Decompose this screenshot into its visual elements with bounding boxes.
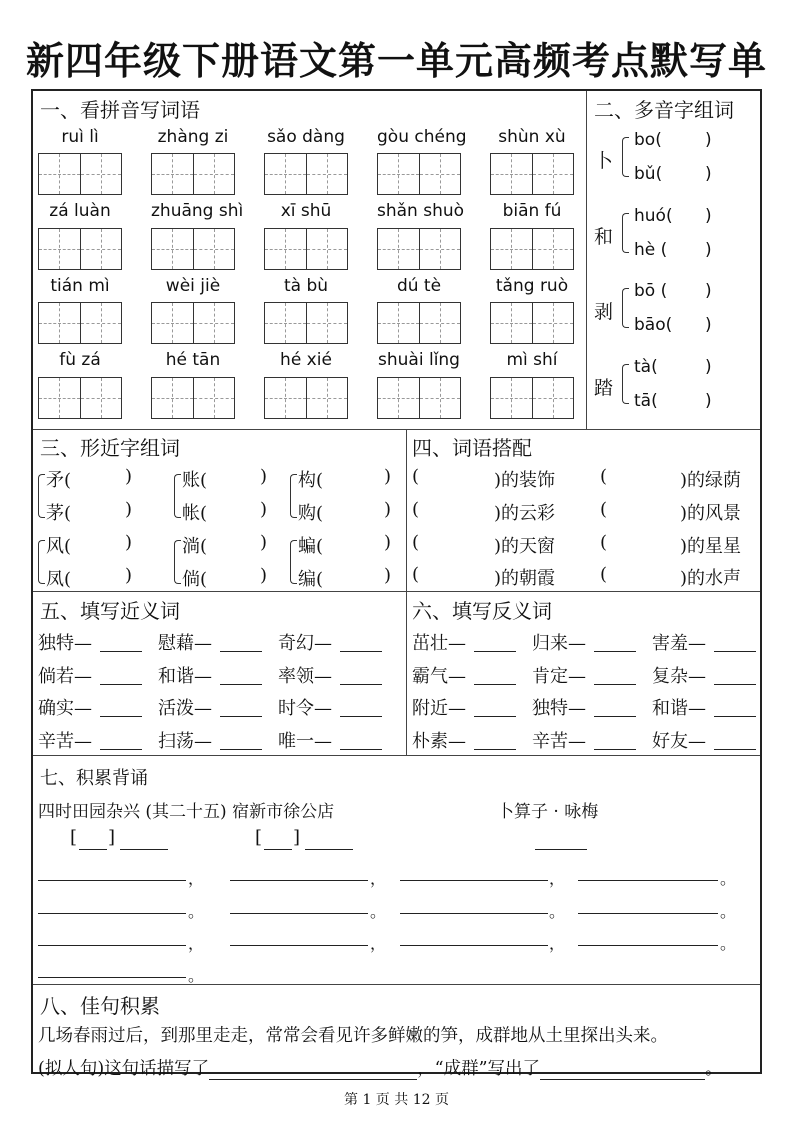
grid-cell[interactable] <box>194 303 235 343</box>
bracket-close: ] <box>108 827 116 848</box>
answer-blank[interactable] <box>714 684 756 685</box>
divider <box>33 591 760 592</box>
grid-cell[interactable] <box>265 154 307 194</box>
answer-blank[interactable] <box>220 716 262 717</box>
divider <box>33 755 760 756</box>
word-prompt: 奇幻— <box>278 633 332 654</box>
character-grid[interactable] <box>377 302 461 344</box>
word-prompt: 辛苦— <box>38 731 92 752</box>
similar-char: 构( <box>298 470 324 491</box>
poem-line-blank[interactable] <box>400 913 548 914</box>
divider <box>33 984 760 985</box>
answer-blank[interactable] <box>714 749 756 750</box>
collocation-phrase: )的风景 <box>680 503 742 524</box>
open-paren: ( <box>600 466 608 487</box>
character-grid[interactable] <box>377 228 461 270</box>
grid-cell[interactable] <box>533 229 574 269</box>
grid-cell[interactable] <box>81 303 122 343</box>
answer-blank[interactable] <box>594 749 636 750</box>
grid-cell[interactable] <box>39 154 81 194</box>
pinyin-label: tà bù <box>283 276 329 296</box>
answer-blank[interactable] <box>100 651 142 652</box>
character-grid[interactable] <box>490 377 574 419</box>
grid-cell[interactable] <box>378 154 420 194</box>
word-prompt: 复杂— <box>652 666 706 687</box>
polyphone-char: 卜 <box>594 150 614 172</box>
grid-cell[interactable] <box>152 229 194 269</box>
bracket-open: [ <box>70 827 78 848</box>
word-prompt: 归来— <box>532 633 586 654</box>
character-grid[interactable] <box>38 302 122 344</box>
character-grid[interactable] <box>151 302 235 344</box>
close-paren: ) <box>125 499 133 520</box>
divider <box>586 91 587 429</box>
section-1-heading: 一、看拼音写词语 <box>40 98 200 122</box>
punctuation: 。 <box>720 934 737 953</box>
polyphone-reading: bāo( <box>634 315 673 335</box>
poem-line-blank[interactable] <box>38 880 186 881</box>
word-prompt: 附近— <box>412 698 466 719</box>
pinyin-label: gòu chéng <box>377 127 467 147</box>
pinyin-label: zhàng zi <box>157 127 229 147</box>
grid-cell[interactable] <box>533 378 574 418</box>
polyphone-reading: tà( <box>634 357 658 377</box>
grid-cell[interactable] <box>194 229 235 269</box>
close-paren: ) <box>705 391 712 411</box>
similar-char: 帐( <box>182 503 208 524</box>
pinyin-label: shuài lǐng <box>378 350 460 370</box>
punctuation: ， <box>549 869 566 888</box>
word-prompt: 率领— <box>278 666 332 687</box>
word-prompt: 确实— <box>38 698 92 719</box>
page-footer: 第 1 页 共 12 页 <box>344 1092 449 1108</box>
answer-blank[interactable] <box>100 749 142 750</box>
poem-title-2: 卜算子 · 咏梅 <box>497 802 599 822</box>
dynasty-blank[interactable] <box>79 849 107 850</box>
sentence-text: 几场春雨过后，到那里走走，常常会看见许多鲜嫩的笋，成群地从土里探出头来。 <box>38 1026 668 1046</box>
poem-line-blank[interactable] <box>578 880 718 881</box>
answer-blank[interactable] <box>594 651 636 652</box>
punctuation: 。 <box>188 902 205 921</box>
answer-blank[interactable] <box>220 684 262 685</box>
similar-char: 风( <box>46 536 72 557</box>
close-paren: ) <box>705 357 712 377</box>
punctuation: ， <box>370 869 387 888</box>
similar-char: 蝙( <box>298 536 324 557</box>
pinyin-label: hé xié <box>280 350 332 370</box>
answer-blank[interactable] <box>100 716 142 717</box>
page-title: 新四年级下册语文第一单元高频考点默写单 <box>25 38 767 83</box>
character-grid[interactable] <box>151 377 235 419</box>
close-paren: ) <box>705 281 712 301</box>
pinyin-label: shǎn shuò <box>377 201 465 221</box>
bracket-close: ] <box>293 827 301 848</box>
answer-blank[interactable] <box>594 684 636 685</box>
close-paren: ) <box>384 532 392 553</box>
close-paren: ) <box>705 206 712 226</box>
word-prompt: 扫荡— <box>158 731 212 752</box>
polyphone-char: 和 <box>594 226 614 248</box>
polyphone-char: 踏 <box>594 377 614 399</box>
grid-cell[interactable] <box>420 378 461 418</box>
word-prompt: 时令— <box>278 698 332 719</box>
character-grid[interactable] <box>264 302 348 344</box>
open-paren: ( <box>600 532 608 553</box>
similar-char: 账( <box>182 470 208 491</box>
section-8-heading: 八、佳句积累 <box>40 994 160 1018</box>
similar-char: 矛( <box>46 470 72 491</box>
similar-char: 倘( <box>182 569 208 590</box>
answer-blank[interactable] <box>474 716 516 717</box>
polyphone-char: 剥 <box>594 301 614 323</box>
answer-blank[interactable] <box>474 684 516 685</box>
collocation-phrase: )的绿荫 <box>680 470 742 491</box>
character-grid[interactable] <box>377 377 461 419</box>
collocation-phrase: )的云彩 <box>494 503 556 524</box>
word-prompt: 和谐— <box>158 666 212 687</box>
section-3-heading: 三、形近字组词 <box>40 436 180 460</box>
word-prompt: 辛苦— <box>532 731 586 752</box>
grid-cell[interactable] <box>265 303 307 343</box>
punctuation: ， <box>549 934 566 953</box>
answer-blank[interactable] <box>594 716 636 717</box>
pinyin-label: ruì lì <box>61 127 99 147</box>
brace-icon <box>174 474 181 518</box>
answer-blank[interactable] <box>220 749 262 750</box>
word-prompt: 慰藉— <box>158 633 212 654</box>
close-paren: ) <box>705 130 712 150</box>
punctuation: 。 <box>370 902 387 921</box>
divider <box>33 429 760 430</box>
word-prompt: 害羞— <box>652 633 706 654</box>
word-prompt: 肯定— <box>532 666 586 687</box>
word-prompt: 活泼— <box>158 698 212 719</box>
bracket-open: [ <box>255 827 263 848</box>
poem-line-blank[interactable] <box>38 977 186 978</box>
section-5-heading: 五、填写近义词 <box>40 599 180 623</box>
answer-blank[interactable] <box>340 716 382 717</box>
pinyin-label: hé tān <box>165 350 221 370</box>
brace-icon <box>622 288 629 328</box>
grid-cell[interactable] <box>491 378 533 418</box>
word-prompt: 独特— <box>532 698 586 719</box>
close-paren: ) <box>705 164 712 184</box>
pinyin-label: tián mì <box>50 276 110 296</box>
grid-cell[interactable] <box>81 229 122 269</box>
pinyin-label: fù zá <box>59 350 101 370</box>
pinyin-label: dú tè <box>396 276 442 296</box>
grid-cell[interactable] <box>39 229 81 269</box>
grid-cell[interactable] <box>81 154 122 194</box>
close-paren: ) <box>260 499 268 520</box>
brace-icon <box>622 213 629 253</box>
close-paren: ) <box>125 532 133 553</box>
section-4-heading: 四、词语搭配 <box>412 436 532 460</box>
grid-cell[interactable] <box>152 154 194 194</box>
answer-blank-2[interactable] <box>540 1079 705 1080</box>
close-paren: ) <box>260 565 268 586</box>
character-grid[interactable] <box>151 228 235 270</box>
open-paren: ( <box>600 564 608 585</box>
character-grid[interactable] <box>151 153 235 195</box>
character-grid[interactable] <box>490 302 574 344</box>
word-prompt: 霸气— <box>412 666 466 687</box>
brace-icon <box>622 364 629 404</box>
brace-icon <box>38 540 45 584</box>
grid-cell[interactable] <box>152 303 194 343</box>
polyphone-reading: tā( <box>634 391 658 411</box>
punctuation: 。 <box>549 902 566 921</box>
answer-blank[interactable] <box>340 651 382 652</box>
pinyin-label: sǎo dàng <box>267 127 345 147</box>
word-prompt: 好友— <box>652 731 706 752</box>
grid-cell[interactable] <box>378 378 420 418</box>
pinyin-label: mì shí <box>506 350 558 370</box>
brace-icon <box>290 474 297 518</box>
poem-line-blank[interactable] <box>38 913 186 914</box>
answer-blank[interactable] <box>714 651 756 652</box>
word-prompt: 独特— <box>38 633 92 654</box>
polyphone-reading: huó( <box>634 206 673 226</box>
punctuation: ， <box>188 869 205 888</box>
pinyin-label: biān fú <box>502 201 562 221</box>
similar-char: 凤( <box>46 569 72 590</box>
collocation-phrase: )的星星 <box>680 536 742 557</box>
character-grid[interactable] <box>264 228 348 270</box>
close-paren: ) <box>384 565 392 586</box>
close-paren: ) <box>260 532 268 553</box>
close-paren: ) <box>705 315 712 335</box>
poem-title-1: 四时田园杂兴 (其二十五) 宿新市徐公店 <box>38 802 335 822</box>
poem-line-blank[interactable] <box>38 945 186 946</box>
grid-cell[interactable] <box>265 378 307 418</box>
poem-line-blank[interactable] <box>578 945 718 946</box>
grid-cell[interactable] <box>533 154 574 194</box>
word-prompt: 和谐— <box>652 698 706 719</box>
punctuation: 。 <box>720 902 737 921</box>
pinyin-label: wèi jiè <box>165 276 221 296</box>
character-grid[interactable] <box>264 377 348 419</box>
grid-cell[interactable] <box>420 154 461 194</box>
answer-blank[interactable] <box>340 684 382 685</box>
poem-line-blank[interactable] <box>230 880 368 881</box>
similar-char: 淌( <box>182 536 208 557</box>
grid-cell[interactable] <box>307 303 348 343</box>
word-prompt: 唯一— <box>278 731 332 752</box>
close-paren: ) <box>260 466 268 487</box>
word-prompt: 倘若— <box>38 666 92 687</box>
open-paren: ( <box>600 499 608 520</box>
pinyin-label: tǎng ruò <box>495 276 569 296</box>
answer-blank[interactable] <box>474 651 516 652</box>
open-paren: ( <box>412 466 420 487</box>
punctuation: 。 <box>188 966 205 985</box>
grid-cell[interactable] <box>194 378 235 418</box>
grid-cell[interactable] <box>307 378 348 418</box>
grid-cell[interactable] <box>491 229 533 269</box>
grid-cell[interactable] <box>378 229 420 269</box>
polyphone-reading: bō ( <box>634 281 668 301</box>
character-grid[interactable] <box>490 228 574 270</box>
punctuation: ， <box>370 934 387 953</box>
poem-line-blank[interactable] <box>230 913 368 914</box>
character-grid[interactable] <box>38 153 122 195</box>
collocation-phrase: )的天窗 <box>494 536 556 557</box>
author-blank[interactable] <box>120 849 168 850</box>
punctuation: ， <box>188 934 205 953</box>
brace-icon <box>622 137 629 177</box>
divider <box>406 429 407 755</box>
answer-blank[interactable] <box>100 684 142 685</box>
poem-line-blank[interactable] <box>230 945 368 946</box>
grid-cell[interactable] <box>81 378 122 418</box>
word-prompt: 朴素— <box>412 731 466 752</box>
grid-cell[interactable] <box>307 229 348 269</box>
author-blank[interactable] <box>535 849 587 850</box>
answer-blank[interactable] <box>340 749 382 750</box>
answer-blank[interactable] <box>474 749 516 750</box>
brace-icon <box>38 474 45 518</box>
character-grid[interactable] <box>377 153 461 195</box>
grid-cell[interactable] <box>533 303 574 343</box>
similar-char: 茅( <box>46 503 72 524</box>
pinyin-label: xī shū <box>280 201 332 221</box>
character-grid[interactable] <box>264 153 348 195</box>
author-blank[interactable] <box>305 849 353 850</box>
grid-cell[interactable] <box>378 303 420 343</box>
open-paren: ( <box>412 499 420 520</box>
grid-cell[interactable] <box>491 154 533 194</box>
section-6-heading: 六、填写反义词 <box>412 599 552 623</box>
collocation-phrase: )的朝霞 <box>494 568 556 589</box>
grid-cell[interactable] <box>194 154 235 194</box>
character-grid[interactable] <box>38 228 122 270</box>
sentence-question <box>38 1055 723 1080</box>
answer-blank[interactable] <box>220 651 262 652</box>
grid-cell[interactable] <box>39 303 81 343</box>
question-part-2: ，“成群”写出了 <box>417 1059 541 1079</box>
grid-cell[interactable] <box>152 378 194 418</box>
brace-icon <box>290 540 297 584</box>
section-7-heading: 七、积累背诵 <box>40 768 148 789</box>
poem-line-blank[interactable] <box>400 880 548 881</box>
grid-cell[interactable] <box>420 303 461 343</box>
poem-line-blank[interactable] <box>400 945 548 946</box>
character-grid[interactable] <box>490 153 574 195</box>
similar-char: 编( <box>298 569 324 590</box>
close-paren: ) <box>125 466 133 487</box>
answer-blank-1[interactable] <box>209 1079 417 1080</box>
close-paren: ) <box>384 499 392 520</box>
pinyin-label: shùn xù <box>498 127 566 147</box>
collocation-phrase: )的水声 <box>680 568 742 589</box>
open-paren: ( <box>412 532 420 553</box>
close-paren: ) <box>384 466 392 487</box>
grid-cell[interactable] <box>39 378 81 418</box>
character-grid[interactable] <box>38 377 122 419</box>
polyphone-reading: hè ( <box>634 240 668 260</box>
poem-line-blank[interactable] <box>578 913 718 914</box>
section-2-heading: 二、多音字组词 <box>594 98 734 122</box>
collocation-phrase: )的装饰 <box>494 470 556 491</box>
pinyin-label: zá luàn <box>49 201 111 221</box>
dynasty-blank[interactable] <box>264 849 292 850</box>
question-end: 。 <box>705 1059 723 1079</box>
answer-blank[interactable] <box>714 716 756 717</box>
close-paren: ) <box>125 565 133 586</box>
similar-char: 购( <box>298 503 324 524</box>
question-part-1: (拟人句)这句话描写了 <box>38 1059 210 1079</box>
brace-icon <box>174 540 181 584</box>
pinyin-label: zhuāng shì <box>151 201 244 221</box>
grid-cell[interactable] <box>420 229 461 269</box>
grid-cell[interactable] <box>307 154 348 194</box>
polyphone-reading: bǔ( <box>634 164 663 184</box>
word-prompt: 茁壮— <box>412 633 466 654</box>
close-paren: ) <box>705 240 712 260</box>
punctuation: 。 <box>720 869 737 888</box>
grid-cell[interactable] <box>491 303 533 343</box>
open-paren: ( <box>412 564 420 585</box>
polyphone-reading: bo( <box>634 130 662 150</box>
grid-cell[interactable] <box>265 229 307 269</box>
